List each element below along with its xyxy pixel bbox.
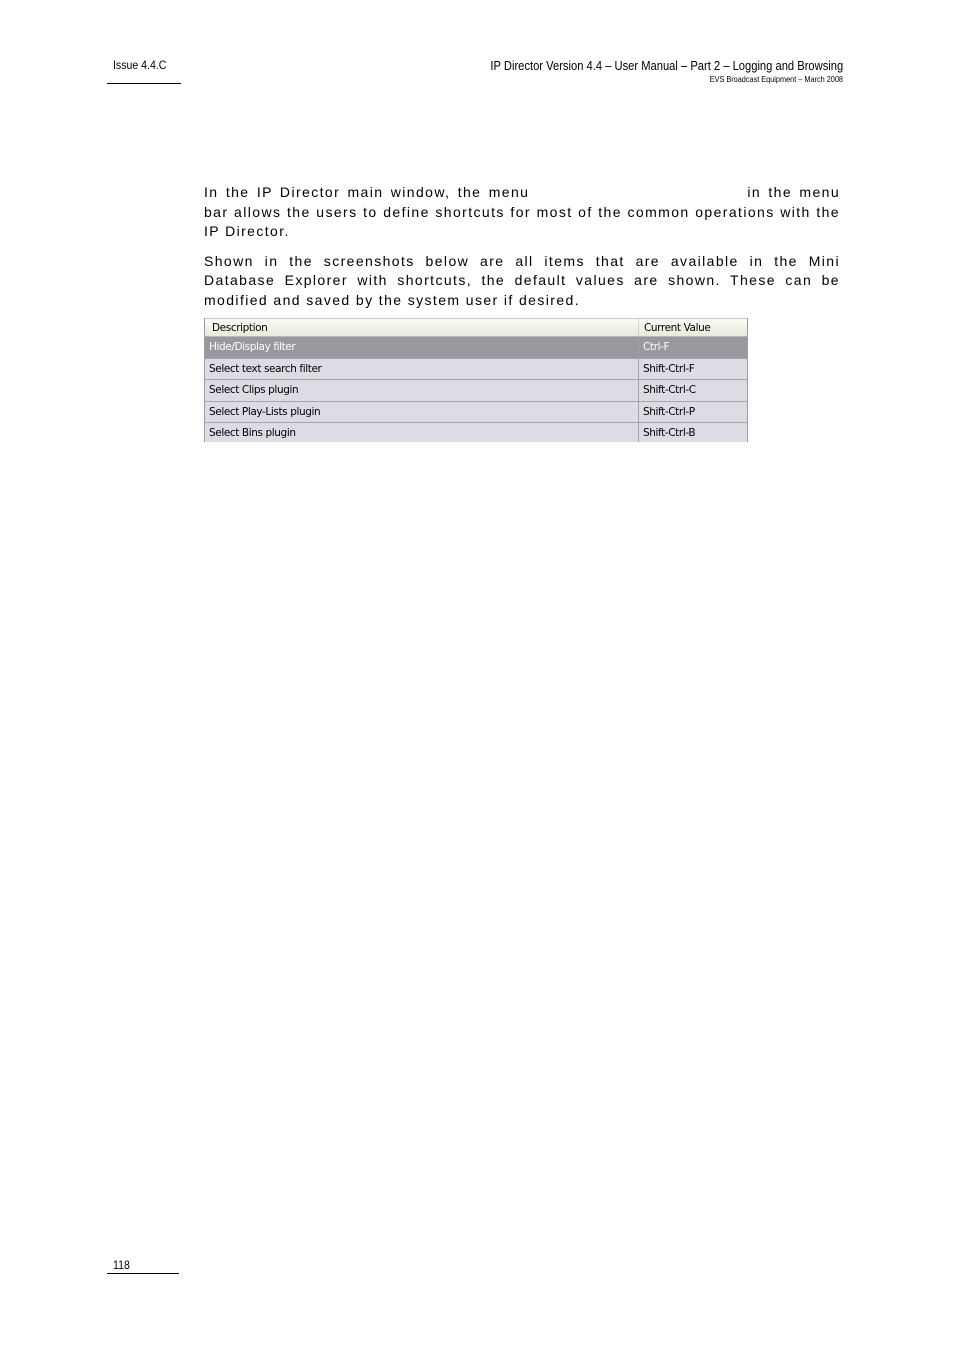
screenshots-paragraph: Shown in the screenshots below are all items that are available in the Mini Database Explorer with shortcuts, the default values are shown. These can be modified and saved by the system user if desired. [204,252,840,308]
column-header-current-value[interactable]: Current Value [644,321,711,334]
row-current-value: Shift-Ctrl-P [643,405,695,418]
document-title: IP Director Version 4.4 – User Manual – Part 2 – Logging and Browsing [490,58,843,73]
row-description: Select text search filter [205,359,639,380]
row-current-value: Shift-Ctrl-B [643,427,696,440]
table-row[interactable] [205,380,747,402]
document-subtitle: EVS Broadcast Equipment – March 2008 [709,74,843,84]
intro-text-part1: In the IP Director main window, the menu [204,184,530,200]
page-number-underline [107,1273,179,1274]
table-row[interactable] [205,402,747,424]
row-description: Select Clips plugin [205,380,639,401]
row-current-value: Shift-Ctrl-C [643,384,696,397]
intro-text-part2: in the menu bar allows the users to define shortcuts for most of the common operations with the IP Director. [204,184,841,239]
page-number: 118 [113,1258,130,1272]
shortcut-table [204,318,748,442]
row-description: Select Bins plugin [205,423,639,442]
intro-paragraph [204,183,840,242]
table-header [205,318,747,337]
issue-label: Issue 4.4.C [113,58,167,72]
body-content [204,183,840,320]
table-row[interactable] [205,423,747,442]
column-header-description[interactable]: Description [205,319,639,336]
row-description: Select Play-Lists plugin [205,402,639,423]
issue-underline [107,83,181,84]
table-row[interactable] [205,359,747,381]
table-row[interactable] [205,337,747,359]
row-description: Hide/Display filter [205,337,639,358]
row-current-value: Ctrl-F [643,341,670,354]
row-current-value: Shift-Ctrl-F [643,362,695,375]
